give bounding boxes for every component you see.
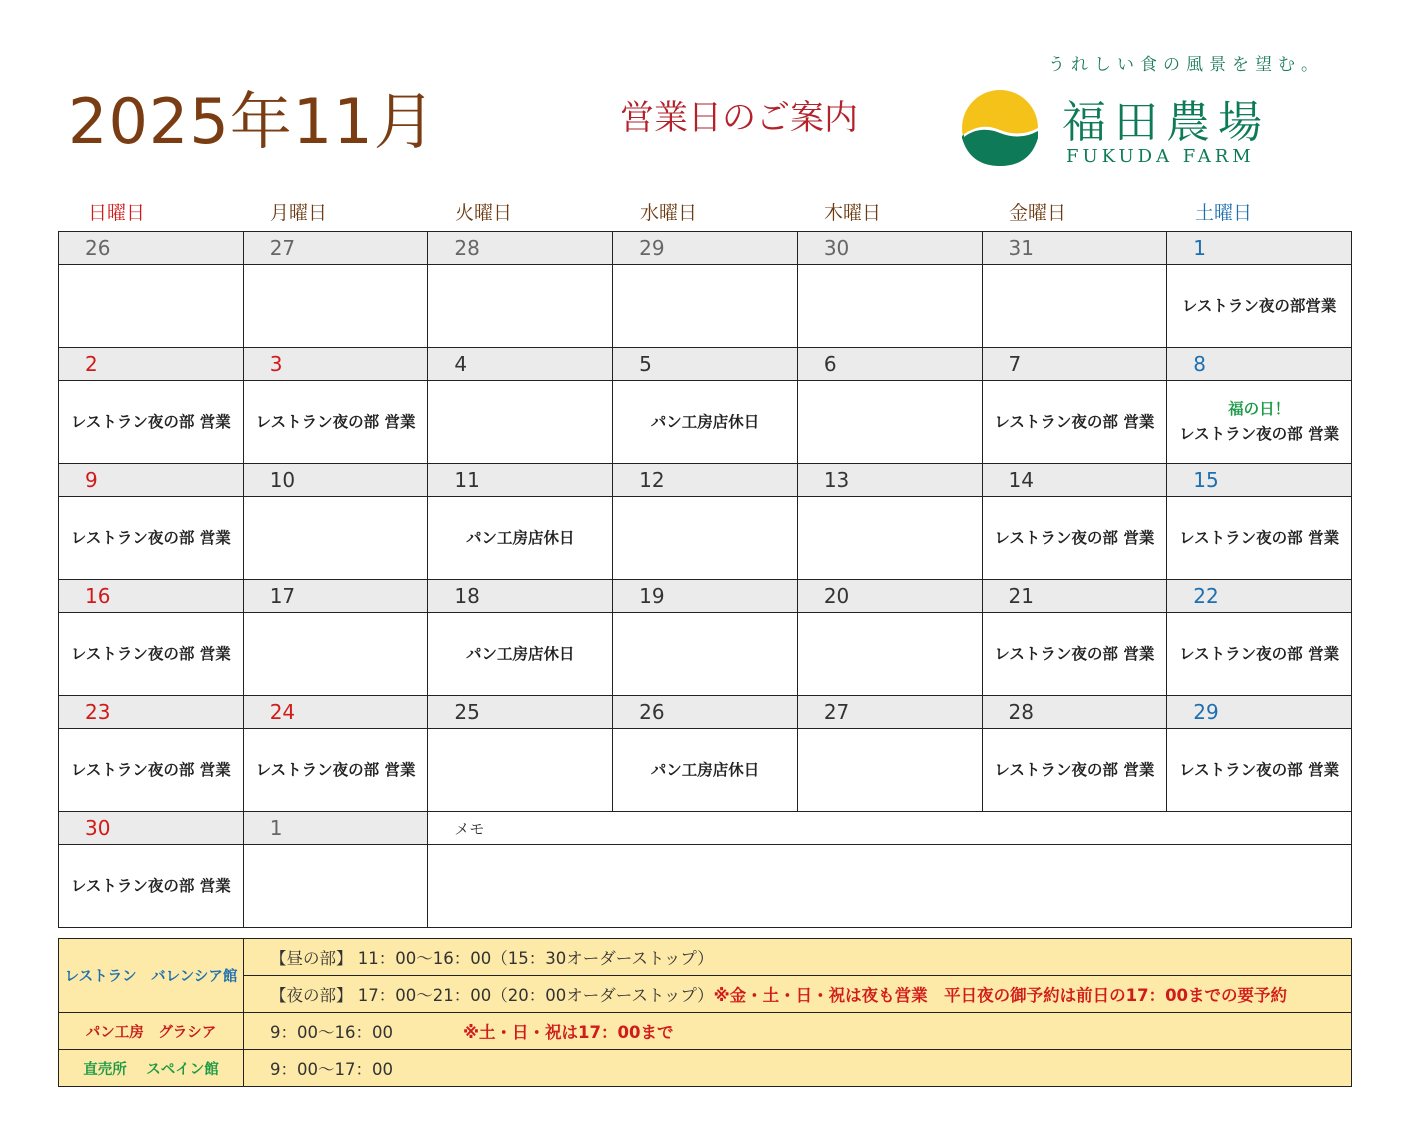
event-cell xyxy=(797,497,982,580)
date-cell: 20 xyxy=(797,580,982,613)
logo-name: 福田農場 xyxy=(1062,97,1270,148)
bakery-note: ※土・日・祝は17：00まで xyxy=(463,1023,674,1042)
week-5-events xyxy=(59,729,1352,812)
event-cell: レストラン夜の部 営業 xyxy=(982,381,1167,464)
date-cell: 30 xyxy=(59,812,244,845)
date-cell: 27 xyxy=(243,232,428,265)
event-cell xyxy=(243,845,428,928)
date-cell: 26 xyxy=(59,232,244,265)
event-cell xyxy=(243,265,428,348)
event-cell: レストラン夜の部 営業 xyxy=(243,381,428,464)
event-cell: レストラン夜の部 営業 xyxy=(59,613,244,696)
weekday-mon: 月曜日 xyxy=(270,202,328,224)
week-3-events xyxy=(59,497,1352,580)
date-cell: 31 xyxy=(982,232,1167,265)
event-cell xyxy=(243,613,428,696)
date-cell: 24 xyxy=(243,696,428,729)
restaurant-lunch-hours xyxy=(244,939,1352,976)
date-cell: 26 xyxy=(613,696,798,729)
date-cell: 16 xyxy=(59,580,244,613)
week-5-dates xyxy=(59,696,1352,729)
week-2-events xyxy=(59,381,1352,464)
event-cell xyxy=(613,613,798,696)
weekday-wed: 水曜日 xyxy=(640,202,698,224)
weekday-thu: 木曜日 xyxy=(824,202,882,224)
event-cell xyxy=(1167,381,1352,464)
business-hours-table xyxy=(58,938,1352,1087)
week-2-dates xyxy=(59,348,1352,381)
event-cell: レストラン夜の部 営業 xyxy=(59,497,244,580)
event-cell: レストラン夜の部 営業 xyxy=(59,381,244,464)
date-cell: 4 xyxy=(428,348,613,381)
weekday-tue: 火曜日 xyxy=(455,202,513,224)
event-cell: レストラン夜の部 営業 xyxy=(243,729,428,812)
date-cell: 28 xyxy=(428,232,613,265)
memo-label: メモ xyxy=(428,812,1352,845)
restaurant-label: レストラン バレンシア館 xyxy=(59,939,244,1013)
event-cell xyxy=(982,265,1167,348)
event-cell: レストラン夜の部 営業 xyxy=(59,845,244,928)
event-cell: レストラン夜の部 営業 xyxy=(1167,729,1352,812)
week-3-dates xyxy=(59,464,1352,497)
fukuda-farm-logo xyxy=(958,48,1324,173)
date-cell: 8 xyxy=(1167,348,1352,381)
event-cell-bakery-closed: パン工房店休日 xyxy=(613,381,798,464)
date-cell: 9 xyxy=(59,464,244,497)
event-cell-bakery-closed: パン工房店休日 xyxy=(428,497,613,580)
event-cell xyxy=(797,381,982,464)
lunch-hours-text: 【昼の部】 11：00～16：00（15：30オーダーストップ） xyxy=(270,949,714,968)
weekday-sun: 日曜日 xyxy=(88,202,146,224)
event-cell xyxy=(59,265,244,348)
date-cell: 17 xyxy=(243,580,428,613)
event-cell: レストラン夜の部営業 xyxy=(1167,265,1352,348)
weekday-header xyxy=(58,198,1352,228)
event-cell xyxy=(797,613,982,696)
date-cell: 3 xyxy=(243,348,428,381)
date-cell: 25 xyxy=(428,696,613,729)
bakery-hours-text: 9：00～16：00 xyxy=(270,1023,393,1042)
date-cell: 19 xyxy=(613,580,798,613)
date-cell: 21 xyxy=(982,580,1167,613)
date-cell: 18 xyxy=(428,580,613,613)
weekday-fri: 金曜日 xyxy=(1009,202,1067,224)
event-cell xyxy=(428,265,613,348)
date-cell: 27 xyxy=(797,696,982,729)
week-1-events xyxy=(59,265,1352,348)
bakery-hours xyxy=(244,1013,1352,1050)
restaurant-dinner-hours xyxy=(244,976,1352,1013)
memo-area xyxy=(428,845,1352,928)
event-cell xyxy=(797,729,982,812)
fuku-day-label: 福の日！ xyxy=(1228,400,1291,419)
date-cell: 14 xyxy=(982,464,1167,497)
date-cell: 29 xyxy=(613,232,798,265)
date-cell: 12 xyxy=(613,464,798,497)
page-subtitle: 営業日のご案内 xyxy=(620,98,858,138)
date-cell: 10 xyxy=(243,464,428,497)
event-cell: レストラン夜の部 営業 xyxy=(1167,497,1352,580)
date-cell: 13 xyxy=(797,464,982,497)
event-cell: レストラン夜の部 営業 xyxy=(59,729,244,812)
event-cell xyxy=(428,381,613,464)
shop-hours: 9：00～17：00 xyxy=(244,1050,1352,1087)
month-title: 2025年11月 xyxy=(68,85,437,158)
date-cell: 1 xyxy=(1167,232,1352,265)
week-6-events xyxy=(59,845,1352,928)
event-cell xyxy=(613,497,798,580)
date-cell: 6 xyxy=(797,348,982,381)
event-cell xyxy=(243,497,428,580)
logo-name-en: FUKUDA FARM xyxy=(1066,146,1255,167)
week-4-dates xyxy=(59,580,1352,613)
date-cell: 30 xyxy=(797,232,982,265)
date-cell: 5 xyxy=(613,348,798,381)
date-cell: 29 xyxy=(1167,696,1352,729)
bakery-label: パン工房 グラシア xyxy=(59,1013,244,1050)
event-cell xyxy=(613,265,798,348)
event-cell xyxy=(797,265,982,348)
date-cell: 7 xyxy=(982,348,1167,381)
logo-tagline: うれしい食の風景を望む。 xyxy=(1048,55,1324,75)
dinner-note: ※金・土・日・祝は夜も営業 平日夜の御予約は前日の17：00までの要予約 xyxy=(713,986,1288,1005)
date-cell: 23 xyxy=(59,696,244,729)
week-4-events xyxy=(59,613,1352,696)
date-cell: 22 xyxy=(1167,580,1352,613)
weekday-sat: 土曜日 xyxy=(1195,202,1253,224)
date-cell: 15 xyxy=(1167,464,1352,497)
event-cell-bakery-closed: パン工房店休日 xyxy=(428,613,613,696)
event-cell: レストラン夜の部 営業 xyxy=(982,729,1167,812)
shop-label: 直売所 スペイン館 xyxy=(59,1050,244,1087)
event-cell-bakery-closed: パン工房店休日 xyxy=(613,729,798,812)
date-cell: 1 xyxy=(243,812,428,845)
event-cell xyxy=(428,729,613,812)
date-cell: 2 xyxy=(59,348,244,381)
week-6-dates xyxy=(59,812,1352,845)
date-cell: 28 xyxy=(982,696,1167,729)
event-cell: レストラン夜の部 営業 xyxy=(982,613,1167,696)
event-cell: レストラン夜の部 営業 xyxy=(982,497,1167,580)
date-cell: 11 xyxy=(428,464,613,497)
calendar-grid xyxy=(58,231,1352,928)
dinner-hours-text: 【夜の部】 17：00～21：00（20：00オーダーストップ） xyxy=(270,986,714,1005)
sun-field-logo-icon xyxy=(960,88,1040,168)
event-cell: レストラン夜の部 営業 xyxy=(1167,613,1352,696)
week-1-dates xyxy=(59,232,1352,265)
event-text: レストラン夜の部 営業 xyxy=(1179,425,1340,443)
